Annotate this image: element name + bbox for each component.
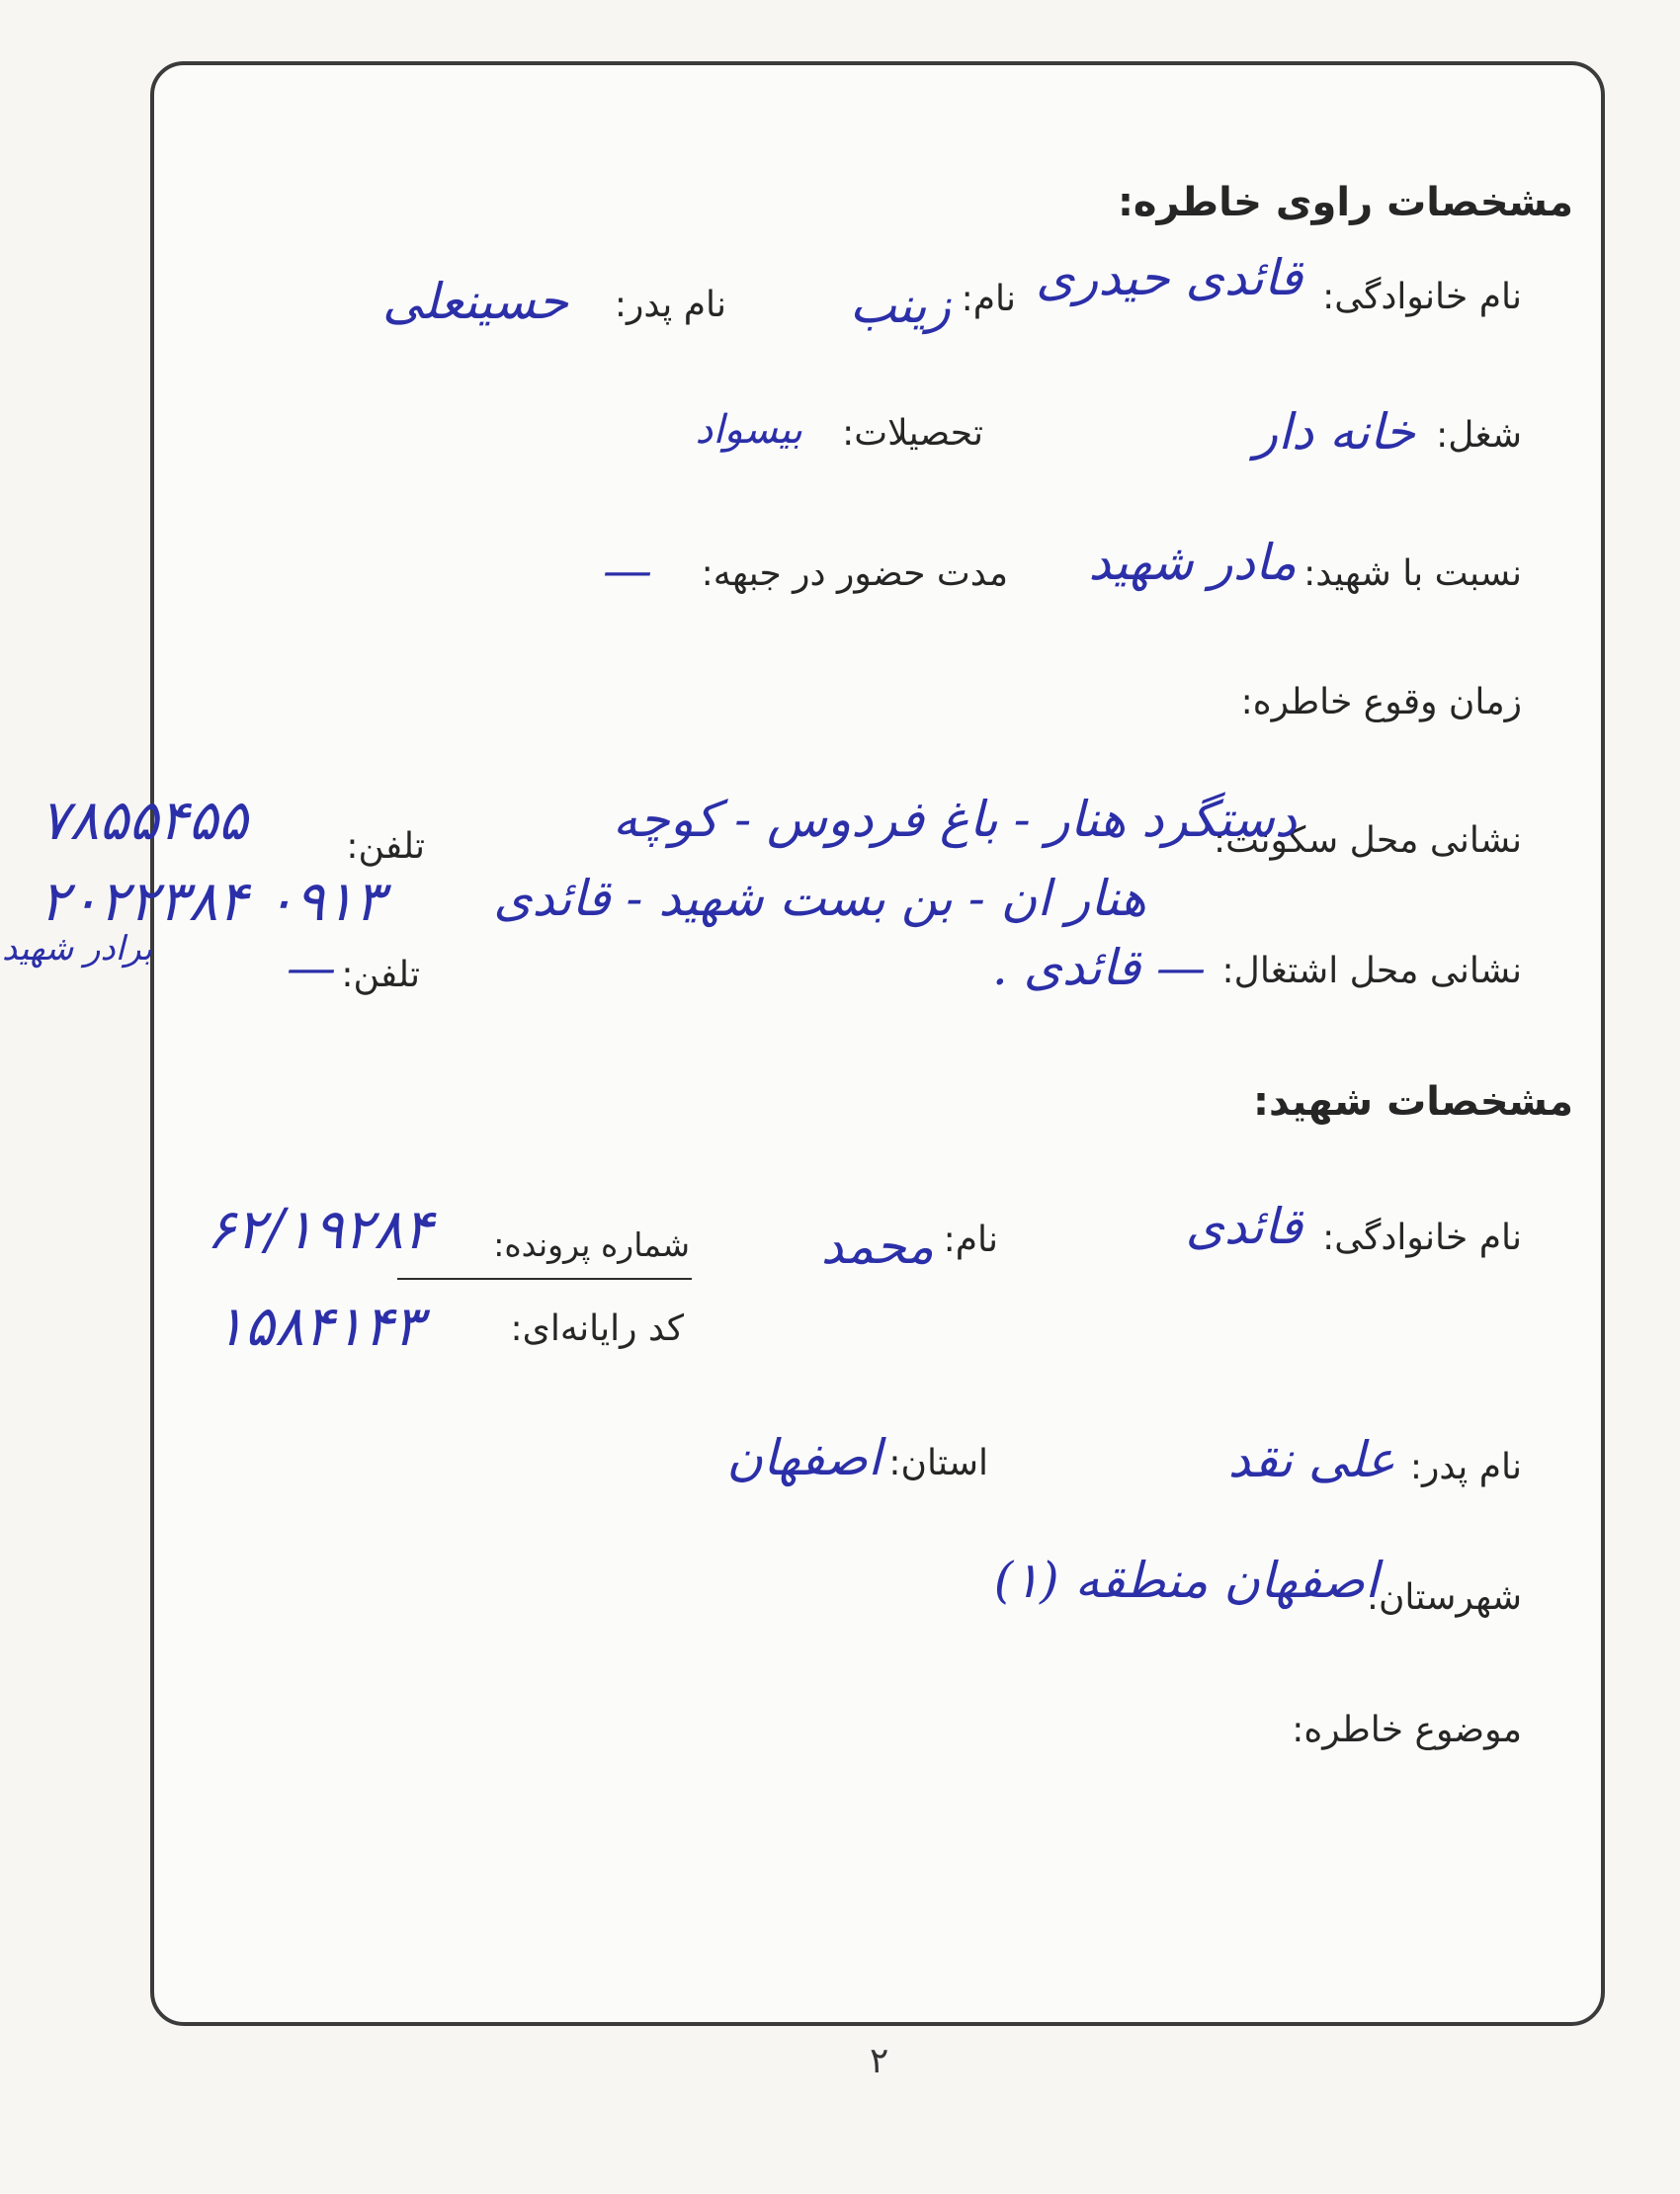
narrator-family-value: قائدی حیدری xyxy=(1036,249,1302,306)
narrator-father-label: نام پدر: xyxy=(614,285,726,325)
narrator-address-line2: هنار ان - بن بست شهید - قائدی xyxy=(493,870,1146,927)
martyr-province-label: استان: xyxy=(888,1443,988,1483)
narrator-work-address-value: — قائدی . xyxy=(991,939,1206,996)
martyr-father-label: نام پدر: xyxy=(1409,1447,1522,1487)
narrator-job-label: شغل: xyxy=(1436,415,1522,456)
narrator-name-value: زینب xyxy=(849,277,951,334)
martyr-name-label: نام: xyxy=(943,1220,998,1260)
narrator-memory-time-label: زمان وقوع خاطره: xyxy=(1240,682,1522,722)
narrator-work-phone-value: — xyxy=(287,939,336,996)
narrator-relation-value: مادر شهید xyxy=(1088,534,1297,591)
martyr-city-value: اصفهان منطقه (۱) xyxy=(993,1552,1379,1609)
narrator-mobile-value: ۰۹۱۳ ۲۰۲۲۳۸۴ xyxy=(40,870,384,934)
martyr-memory-subject-label: موضوع خاطره: xyxy=(1292,1710,1522,1750)
martyr-file-number-value: ۶۲/۱۹۲۸۴ xyxy=(206,1198,433,1262)
martyr-family-label: نام خانوادگی: xyxy=(1322,1218,1522,1258)
narrator-education-value: بیسواد xyxy=(695,407,802,453)
narrator-phone-value: ۷۸۵۵۴۵۵ xyxy=(40,789,248,853)
file-number-underline xyxy=(397,1278,692,1280)
narrator-name-label: نام: xyxy=(961,279,1016,319)
narrator-heading: مشخصات راوی خاطره: xyxy=(1117,180,1573,225)
martyr-name-value: محمد xyxy=(820,1218,934,1275)
narrator-relation-label: نسبت با شهید: xyxy=(1303,553,1522,594)
narrator-front-duration-label: مدت حضور در جبهه: xyxy=(701,553,1008,594)
narrator-address-line1: دستگرد هنار - باغ فردوس - کوچه xyxy=(613,791,1297,848)
narrator-phone-label: تلفن: xyxy=(346,826,425,867)
narrator-front-duration-value: — xyxy=(603,542,652,599)
narrator-job-value: خانه دار xyxy=(1253,403,1415,461)
narrator-father-value: حسینعلی xyxy=(381,273,568,330)
martyr-city-label: شهرستان: xyxy=(1366,1577,1522,1618)
narrator-family-label: نام خانوادگی: xyxy=(1322,277,1522,317)
martyr-father-value: علی نقد xyxy=(1227,1431,1395,1488)
narrator-education-label: تحصیلات: xyxy=(842,413,983,454)
narrator-work-address-label: نشانی محل اشتغال: xyxy=(1221,951,1522,991)
martyr-heading: مشخصات شهید: xyxy=(1252,1079,1573,1125)
narrator-mobile-note: برادر شهید xyxy=(2,929,153,969)
page-number: ۲ xyxy=(870,2041,889,2081)
martyr-family-value: قائدی xyxy=(1185,1198,1302,1255)
martyr-file-number-label: شماره پرونده: xyxy=(493,1225,690,1264)
martyr-computer-code-label: کد رایانه‌ای: xyxy=(510,1308,684,1349)
martyr-computer-code-value: ۱۵۸۴۱۴۳ xyxy=(214,1295,423,1359)
martyr-province-value: اصفهان xyxy=(726,1429,882,1486)
narrator-work-phone-label: تلفن: xyxy=(341,955,420,995)
narrator-address-label: نشانی محل سکونت: xyxy=(1214,820,1522,861)
